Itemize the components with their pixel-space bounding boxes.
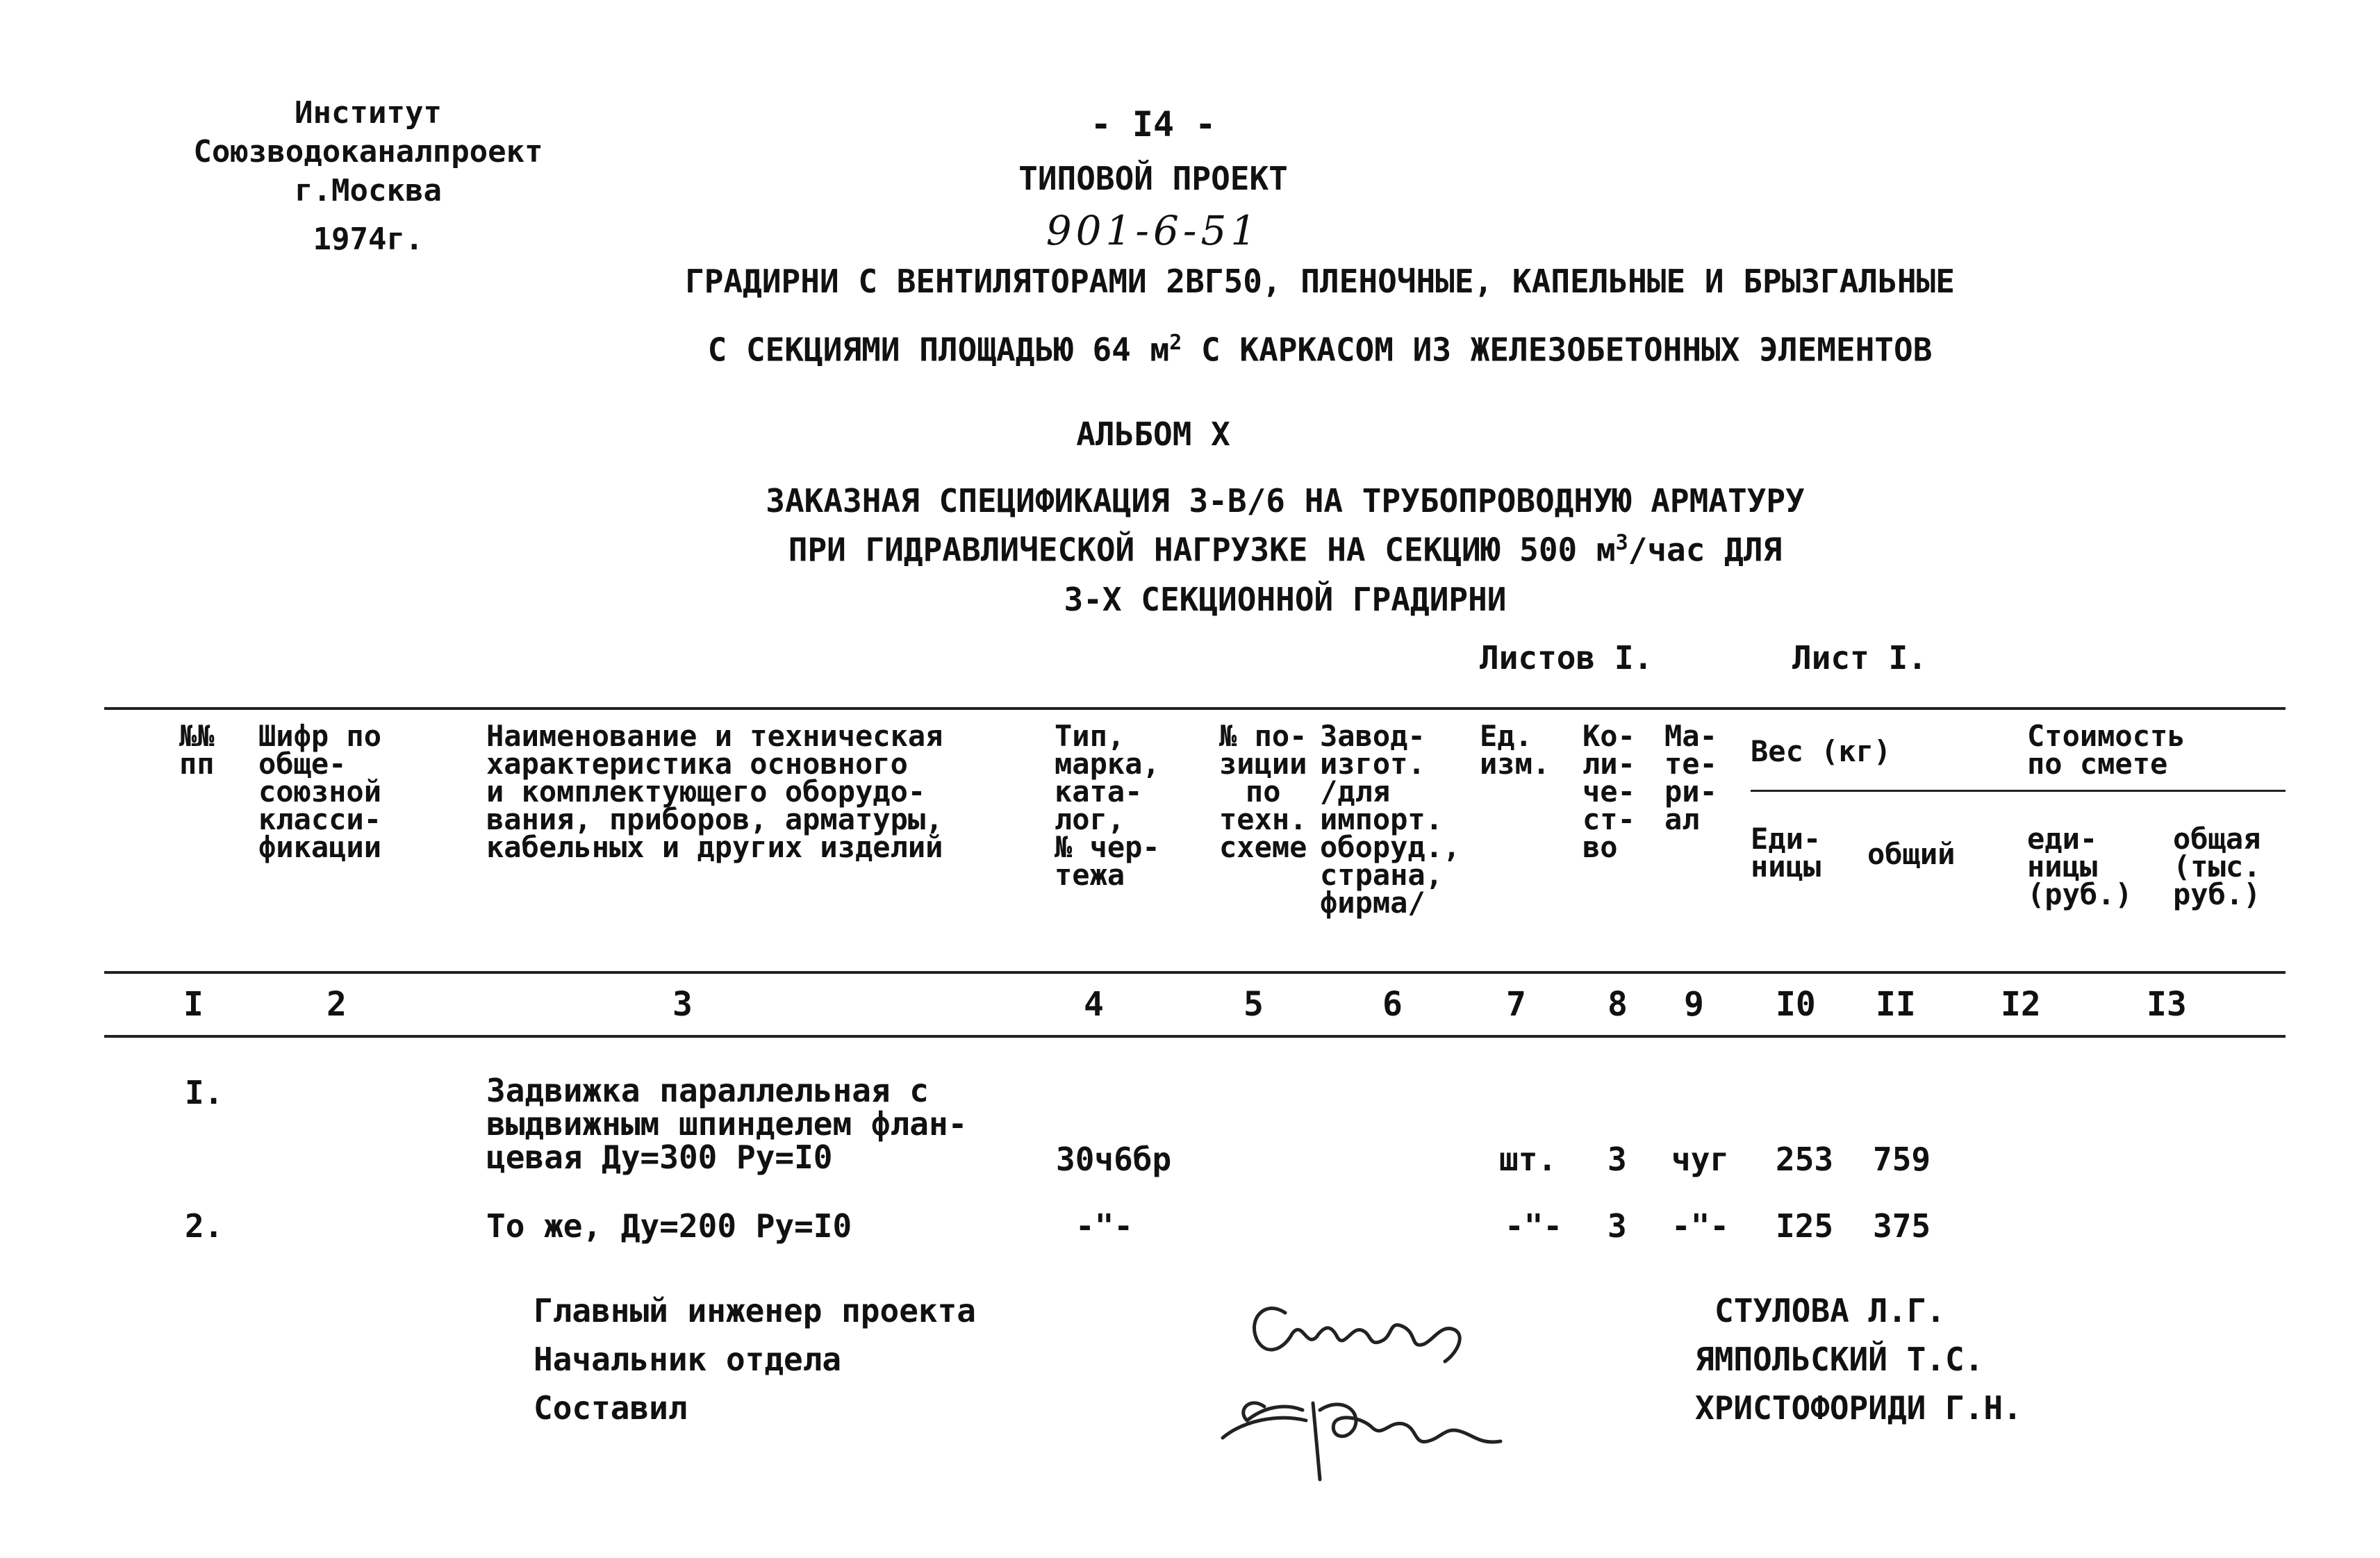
row-1-num: I.	[185, 1074, 224, 1111]
header-col-8-l4: ст-	[1582, 802, 1635, 836]
colnum-11: II	[1876, 985, 1916, 1024]
institute-city: г.Москва	[295, 173, 442, 208]
row-1-name-l3: цевая Ду=300 Ру=I0	[486, 1138, 833, 1176]
header-col-5-l1: № по-	[1219, 719, 1307, 753]
page-number: - I4 -	[1090, 104, 1216, 144]
header-col-12-l3: (руб.)	[2027, 877, 2133, 911]
header-col-6-l5: оборуд.,	[1320, 830, 1461, 864]
row-1-weight-unit: 253	[1776, 1141, 1834, 1178]
row-2-qty: 3	[1608, 1207, 1627, 1245]
header-col-3	[486, 719, 943, 864]
weight-cost-subrule	[1751, 790, 2286, 792]
subtitle-line-2-sup: 3	[1615, 531, 1628, 555]
table-top-rule	[104, 707, 2286, 710]
row-2-weight-total: 375	[1873, 1207, 1931, 1245]
colnum-5: 5	[1243, 985, 1264, 1024]
header-col-12	[2027, 822, 2133, 911]
row-1-weight-total: 759	[1873, 1141, 1931, 1178]
colnum-bottom-rule	[104, 1035, 2286, 1038]
row-1-name	[486, 1074, 967, 1174]
header-col-6	[1320, 719, 1461, 920]
colnum-3: 3	[672, 985, 693, 1024]
colnum-12: I2	[2001, 985, 2041, 1024]
header-col-9	[1664, 719, 1717, 836]
header-cost	[2027, 719, 2185, 781]
album-label: АЛЬБОМ X	[1076, 415, 1230, 453]
subtitle-line-3: 3-Х СЕКЦИОННОЙ ГРАДИРНИ	[1064, 581, 1507, 618]
header-col-9-l2: те-	[1664, 747, 1717, 781]
subtitle-line-2-a: ПРИ ГИДРАВЛИЧЕСКОЙ НАГРУЗКЕ НА СЕКЦИЮ 500 м	[788, 531, 1616, 569]
header-col-2-l4: класси-	[258, 802, 382, 836]
header-weight: Вес (кг)	[1751, 734, 1892, 768]
row-1-name-l2: выдвижным шпинделем флан-	[486, 1105, 968, 1143]
colnum-9: 9	[1684, 985, 1704, 1024]
header-col-5	[1219, 719, 1307, 864]
title-line-1: ГРАДИРНИ С ВЕНТИЛЯТОРАМИ 2ВГ50, ПЛЕНОЧНЫЕ, КАПЕЛЬНЫЕ И БРЫЗГАЛЬНЫЕ	[685, 263, 1955, 300]
header-col-4-l5: № чер-	[1055, 830, 1160, 864]
sheets-total: Листов I.	[1480, 639, 1653, 677]
header-col-6-l6: страна,	[1320, 858, 1444, 892]
header-col-6-l2: изгот.	[1320, 747, 1425, 781]
header-col-9-l4: ал	[1664, 802, 1700, 836]
name-department-head: ЯМПОЛЬСКИЙ Т.С.	[1695, 1341, 1984, 1378]
colnum-2: 2	[327, 985, 347, 1024]
colnum-4: 4	[1084, 985, 1104, 1024]
title-line-2-sup: 2	[1169, 331, 1182, 355]
header-col-8-l5: во	[1582, 830, 1618, 864]
header-col-11: общий	[1867, 837, 1956, 871]
sheet-current: Лист I.	[1792, 639, 1927, 677]
header-col-12-l2: ницы	[2027, 850, 2098, 884]
subtitle-line-2	[625, 531, 1945, 568]
header-col-2-l2: обще-	[258, 747, 347, 781]
colnum-13: I3	[2147, 985, 2187, 1024]
header-col-5-l2: зиции	[1219, 747, 1307, 781]
colnum-7: 7	[1506, 985, 1526, 1024]
subtitle-line-1: ЗАКАЗНАЯ СПЕЦИФИКАЦИЯ 3-В/6 НА ТРУБОПРОВОДНУЮ АРМАТУРУ	[766, 482, 1805, 520]
header-col-2	[258, 719, 382, 864]
header-col-12-l1: еди-	[2027, 822, 2098, 856]
row-2-name: То же, Ду=200 Ру=I0	[486, 1207, 852, 1245]
header-col-4-l1: Тип,	[1055, 719, 1125, 753]
header-col-2-l1: Шифр по	[258, 719, 382, 753]
header-col-10-l2: ницы	[1751, 850, 1821, 884]
header-col-6-l7: фирма/	[1320, 886, 1425, 920]
header-cost-l1: Стоимость	[2027, 719, 2185, 753]
header-col-3-l5: кабельных и других изделий	[486, 830, 943, 864]
role-chief-engineer: Главный инженер проекта	[534, 1292, 976, 1329]
header-col-8-l3: че-	[1582, 774, 1635, 809]
row-2-weight-unit: I25	[1776, 1207, 1834, 1245]
header-col-7-l1: Ед.	[1480, 719, 1532, 753]
header-col-3-l3: и комплектующего оборудо-	[486, 774, 926, 809]
name-compiler: ХРИСТОФОРИДИ Г.Н.	[1695, 1389, 2022, 1427]
role-department-head: Начальник отдела	[534, 1341, 842, 1378]
institute-year: 1974г.	[313, 222, 424, 257]
header-col-2-l3: союзной	[258, 774, 382, 809]
colnum-6: 6	[1382, 985, 1403, 1024]
name-chief-engineer: СТУЛОВА Л.Г.	[1714, 1292, 1946, 1329]
header-col-8	[1582, 719, 1635, 864]
colnum-8: 8	[1608, 985, 1628, 1024]
title-line-2	[625, 331, 2015, 368]
header-col-4-l3: ката-	[1055, 774, 1143, 809]
header-col-4-l2: марка,	[1055, 747, 1160, 781]
project-number: 901-6-51	[1046, 207, 1261, 254]
header-col-5-l4: техн.	[1219, 802, 1307, 836]
header-col-4	[1055, 719, 1160, 892]
header-col-1-l2: пп	[179, 747, 215, 781]
row-2-material: -"-	[1671, 1207, 1730, 1245]
project-type: ТИПОВОЙ ПРОЕКТ	[1018, 160, 1288, 197]
header-col-9-l1: Ма-	[1664, 719, 1717, 753]
header-col-13-l3: руб.)	[2173, 877, 2261, 911]
title-line-2-b: С КАРКАСОМ ИЗ ЖЕЛЕЗОБЕТОННЫХ ЭЛЕМЕНТОВ	[1182, 331, 1933, 369]
header-col-5-l5: схеме	[1219, 830, 1307, 864]
row-1-type: 30ч6бр	[1056, 1141, 1172, 1178]
row-2-unit: -"-	[1505, 1207, 1563, 1245]
header-col-5-l3: по	[1245, 774, 1281, 809]
subtitle-line-2-b: /час ДЛЯ	[1628, 531, 1783, 569]
header-col-8-l1: Ко-	[1582, 719, 1635, 753]
header-col-7	[1480, 719, 1551, 781]
header-col-6-l3: /для	[1320, 774, 1391, 809]
header-col-4-l4: лог,	[1055, 802, 1125, 836]
header-col-8-l2: ли-	[1582, 747, 1635, 781]
institute-label: Институт	[295, 95, 442, 131]
header-col-6-l1: Завод-	[1320, 719, 1425, 753]
header-col-13	[2173, 822, 2261, 911]
header-col-9-l3: ри-	[1664, 774, 1717, 809]
handwritten-signatures	[1181, 1271, 1570, 1500]
row-1-material: чуг	[1671, 1141, 1730, 1178]
colnum-1: I	[183, 985, 204, 1024]
institute-block	[167, 94, 570, 259]
header-col-13-l1: общая	[2173, 822, 2261, 856]
header-col-2-l5: фикации	[258, 830, 382, 864]
row-1-name-l1: Задвижка параллельная с	[486, 1072, 929, 1109]
row-2-num: 2.	[185, 1207, 224, 1245]
header-col-1-l1: №№	[179, 719, 215, 753]
header-col-4-l6: тежа	[1055, 858, 1125, 892]
header-col-7-l2: изм.	[1480, 747, 1551, 781]
title-line-2-a: С СЕКЦИЯМИ ПЛОЩАДЬЮ 64 м	[707, 331, 1170, 369]
header-col-6-l4: импорт.	[1320, 802, 1444, 836]
header-col-3-l4: вания, приборов, арматуры,	[486, 802, 943, 836]
header-bottom-rule	[104, 971, 2286, 974]
header-col-3-l1: Наименование и техническая	[486, 719, 943, 753]
institute-name: Союзводоканалпроект	[193, 134, 543, 169]
row-2-type: -"-	[1075, 1207, 1134, 1245]
colnum-10: I0	[1776, 985, 1816, 1024]
header-cost-l2: по смете	[2027, 747, 2168, 781]
header-col-10	[1751, 822, 1821, 884]
header-col-10-l1: Еди-	[1751, 822, 1821, 856]
header-col-1	[179, 719, 215, 781]
header-col-3-l2: характеристика основного	[486, 747, 908, 781]
role-compiler: Составил	[534, 1389, 688, 1427]
row-1-qty: 3	[1608, 1141, 1627, 1178]
row-1-unit: шт.	[1499, 1141, 1557, 1178]
header-col-13-l2: (тыс.	[2173, 850, 2261, 884]
